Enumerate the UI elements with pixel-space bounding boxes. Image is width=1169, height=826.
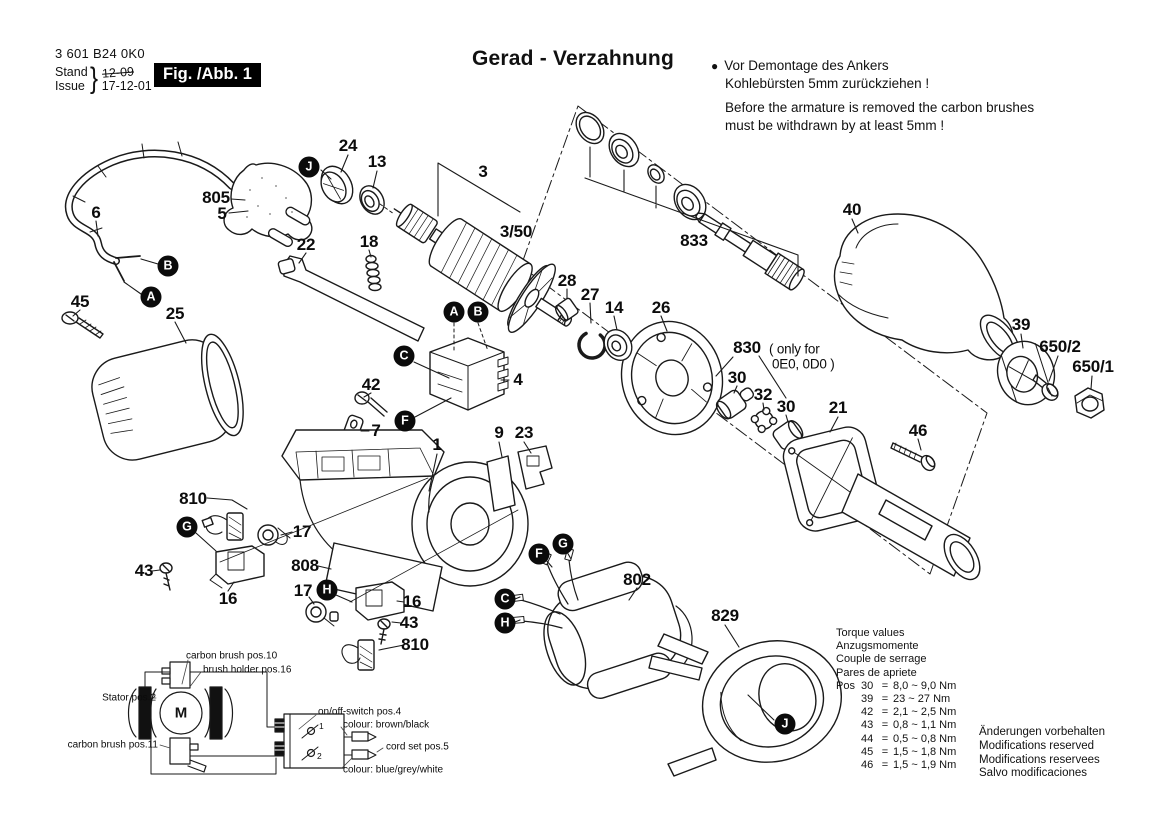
torque-pos-number: 39	[861, 693, 874, 706]
wiring-label: brush holder pos.16	[203, 664, 292, 676]
part-number-label: 6	[91, 203, 101, 222]
brace-glyph: }	[89, 62, 98, 95]
torque-pos-number: 42	[861, 706, 874, 719]
part-number-label: 45	[70, 292, 90, 311]
part-number-label: 22	[296, 235, 316, 254]
part-number-label: 23	[514, 423, 534, 442]
part-number-label: 650/2	[1039, 337, 1081, 356]
torque-pos-prefix	[836, 759, 861, 772]
torque-value: 0,8 ~ 1,1 Nm	[893, 719, 957, 732]
reference-marker: J	[299, 157, 320, 178]
part-number-label: 46	[908, 421, 928, 440]
part-number-label: 28	[557, 271, 577, 290]
torque-equals: =	[881, 759, 889, 772]
part-number-label: 810	[179, 489, 207, 508]
issue-label: Issue	[55, 79, 85, 93]
part-number-label: 4	[513, 370, 523, 389]
torque-value: 2,1 ~ 2,5 Nm	[893, 706, 957, 719]
wiring-label: Stator pos.2	[102, 692, 156, 704]
torque-pos-number: 45	[861, 745, 874, 758]
wiring-label: 2	[317, 751, 322, 761]
torque-pos-number: 46	[861, 759, 874, 772]
torque-pos-prefix	[836, 706, 861, 719]
torque-pos-prefix: Pos	[836, 679, 855, 692]
torque-pos-number: 43	[861, 719, 874, 732]
part-number-label: 43	[134, 561, 154, 580]
superseded-date: 12-09	[101, 64, 135, 81]
reference-marker: H	[317, 580, 338, 601]
part-number-label: 7	[371, 421, 381, 440]
torque-pos-prefix	[836, 733, 861, 746]
part-number-label: 808	[291, 556, 319, 575]
part-number-label: 16	[402, 592, 422, 611]
torque-pos-prefix	[836, 693, 861, 706]
revision-note-line: Modifications reserved	[979, 739, 1095, 752]
revision-notes	[979, 726, 1105, 781]
torque-pos-number: 30	[861, 679, 874, 692]
torque-row	[836, 759, 956, 772]
part-number-label: 0E0, 0D0 )	[772, 356, 835, 372]
part-number-label: ( only for	[769, 341, 820, 357]
motor-symbol-label: M	[174, 704, 188, 722]
part-number-label: 805	[202, 188, 230, 207]
notice-block	[711, 57, 1034, 135]
part-number-label: 40	[842, 200, 862, 219]
reference-marker: B	[158, 256, 179, 277]
reference-marker: G	[177, 517, 198, 538]
torque-equals: =	[881, 732, 889, 745]
part-number-label: 830	[733, 338, 761, 357]
reference-marker: J	[775, 714, 796, 735]
part-number-label: 3/50	[499, 222, 533, 241]
torque-value: 23 ~ 27 Nm	[893, 693, 951, 706]
torque-value: 0,5 ~ 0,8 Nm	[893, 732, 957, 745]
part-number-label: 810	[401, 635, 429, 654]
wiring-label: cord set pos.5	[386, 741, 449, 753]
page-title: Gerad - Verzahnung	[472, 47, 674, 70]
torque-header-line: Pares de apriete	[836, 666, 917, 679]
part-number-label: 17	[293, 581, 313, 600]
torque-table	[836, 627, 956, 772]
notice-en-line2: must be withdrawn by at least 5mm !	[725, 118, 945, 133]
reference-marker: B	[468, 302, 489, 323]
torque-value: 8,0 ~ 9,0 Nm	[893, 679, 957, 692]
torque-value: 1,5 ~ 1,8 Nm	[893, 745, 957, 758]
torque-equals: =	[881, 693, 889, 706]
wiring-label: carbon brush pos.11	[67, 739, 158, 751]
part-number-label: 39	[1011, 315, 1031, 334]
notice-de-line2: Kohlebürsten 5mm zurückziehen !	[725, 76, 930, 91]
part-number-label: 18	[359, 232, 379, 251]
revision-note-line: Salvo modificaciones	[979, 767, 1088, 780]
torque-row	[836, 693, 956, 706]
torque-value: 1,5 ~ 1,9 Nm	[893, 759, 957, 772]
wiring-label: on/off-switch pos.4	[318, 706, 402, 718]
reference-marker: A	[444, 302, 465, 323]
part-number-label: 16	[218, 589, 238, 608]
torque-equals: =	[881, 679, 889, 692]
torque-row	[836, 706, 956, 719]
part-number-label: 650/1	[1072, 357, 1114, 376]
reference-marker: F	[529, 544, 550, 565]
part-number-label: 30	[776, 397, 796, 416]
torque-headers	[836, 627, 956, 680]
bullet-icon: ●	[711, 59, 719, 73]
part-number-label: 32	[753, 385, 773, 404]
part-number-label: 25	[165, 304, 185, 323]
part-number-label: 9	[494, 423, 504, 442]
part-number-label: 43	[399, 613, 419, 632]
part-number-label: 27	[580, 285, 600, 304]
torque-equals: =	[881, 745, 889, 758]
reference-marker: H	[495, 613, 516, 634]
part-number-label: 24	[338, 136, 358, 155]
wiring-label: carbon brush pos.10	[186, 650, 278, 662]
part-number-label: 30	[727, 368, 747, 387]
torque-equals: =	[881, 706, 889, 719]
torque-pos-prefix	[836, 719, 861, 732]
torque-pos-prefix	[836, 746, 861, 759]
type-number: 3 601 B24 0K0	[55, 46, 145, 61]
torque-header-line: Couple de serrage	[836, 653, 927, 666]
wiring-label: colour: brown/black	[343, 719, 430, 731]
torque-rows	[836, 680, 956, 772]
part-number-label: 5	[217, 204, 227, 223]
part-number-label: 833	[680, 231, 708, 250]
torque-row	[836, 719, 956, 732]
torque-row	[836, 680, 956, 693]
torque-row	[836, 746, 956, 759]
part-number-label: 1	[432, 435, 442, 454]
part-number-label: 802	[623, 570, 651, 589]
reference-marker: C	[394, 346, 415, 367]
part-number-label: 21	[828, 398, 848, 417]
issue-date: 17-12-01	[101, 79, 152, 93]
torque-row	[836, 733, 956, 746]
torque-equals: =	[881, 719, 889, 732]
part-number-label: 17	[292, 522, 312, 541]
wiring-label: colour: blue/grey/white	[343, 764, 444, 776]
doc-header	[55, 46, 152, 93]
notice-en-line1: Before the armature is removed the carbon brushes	[725, 100, 1035, 115]
torque-header-line: Torque values	[836, 627, 905, 639]
part-number-label: 42	[361, 375, 381, 394]
notice-de-line1: Vor Demontage des Ankers	[724, 58, 889, 73]
part-number-label: 13	[367, 152, 387, 171]
reference-marker: G	[553, 534, 574, 555]
torque-header-line: Anzugsmomente	[836, 640, 919, 653]
part-number-label: 14	[604, 298, 624, 317]
stand-label: Stand	[55, 65, 88, 79]
revision-note-line: Änderungen vorbehalten	[979, 726, 1105, 738]
torque-pos-number: 44	[861, 732, 874, 745]
part-number-label: 3	[478, 162, 488, 181]
figure-label: Fig. /Abb. 1	[154, 63, 261, 87]
reference-marker: A	[141, 287, 162, 308]
part-number-label: 829	[711, 606, 739, 625]
reference-marker: F	[395, 411, 416, 432]
part-number-label: 26	[651, 298, 671, 317]
revision-note-line: Modifications reservees	[979, 753, 1100, 766]
wiring-label: 1	[319, 721, 324, 731]
reference-marker: C	[495, 589, 516, 610]
